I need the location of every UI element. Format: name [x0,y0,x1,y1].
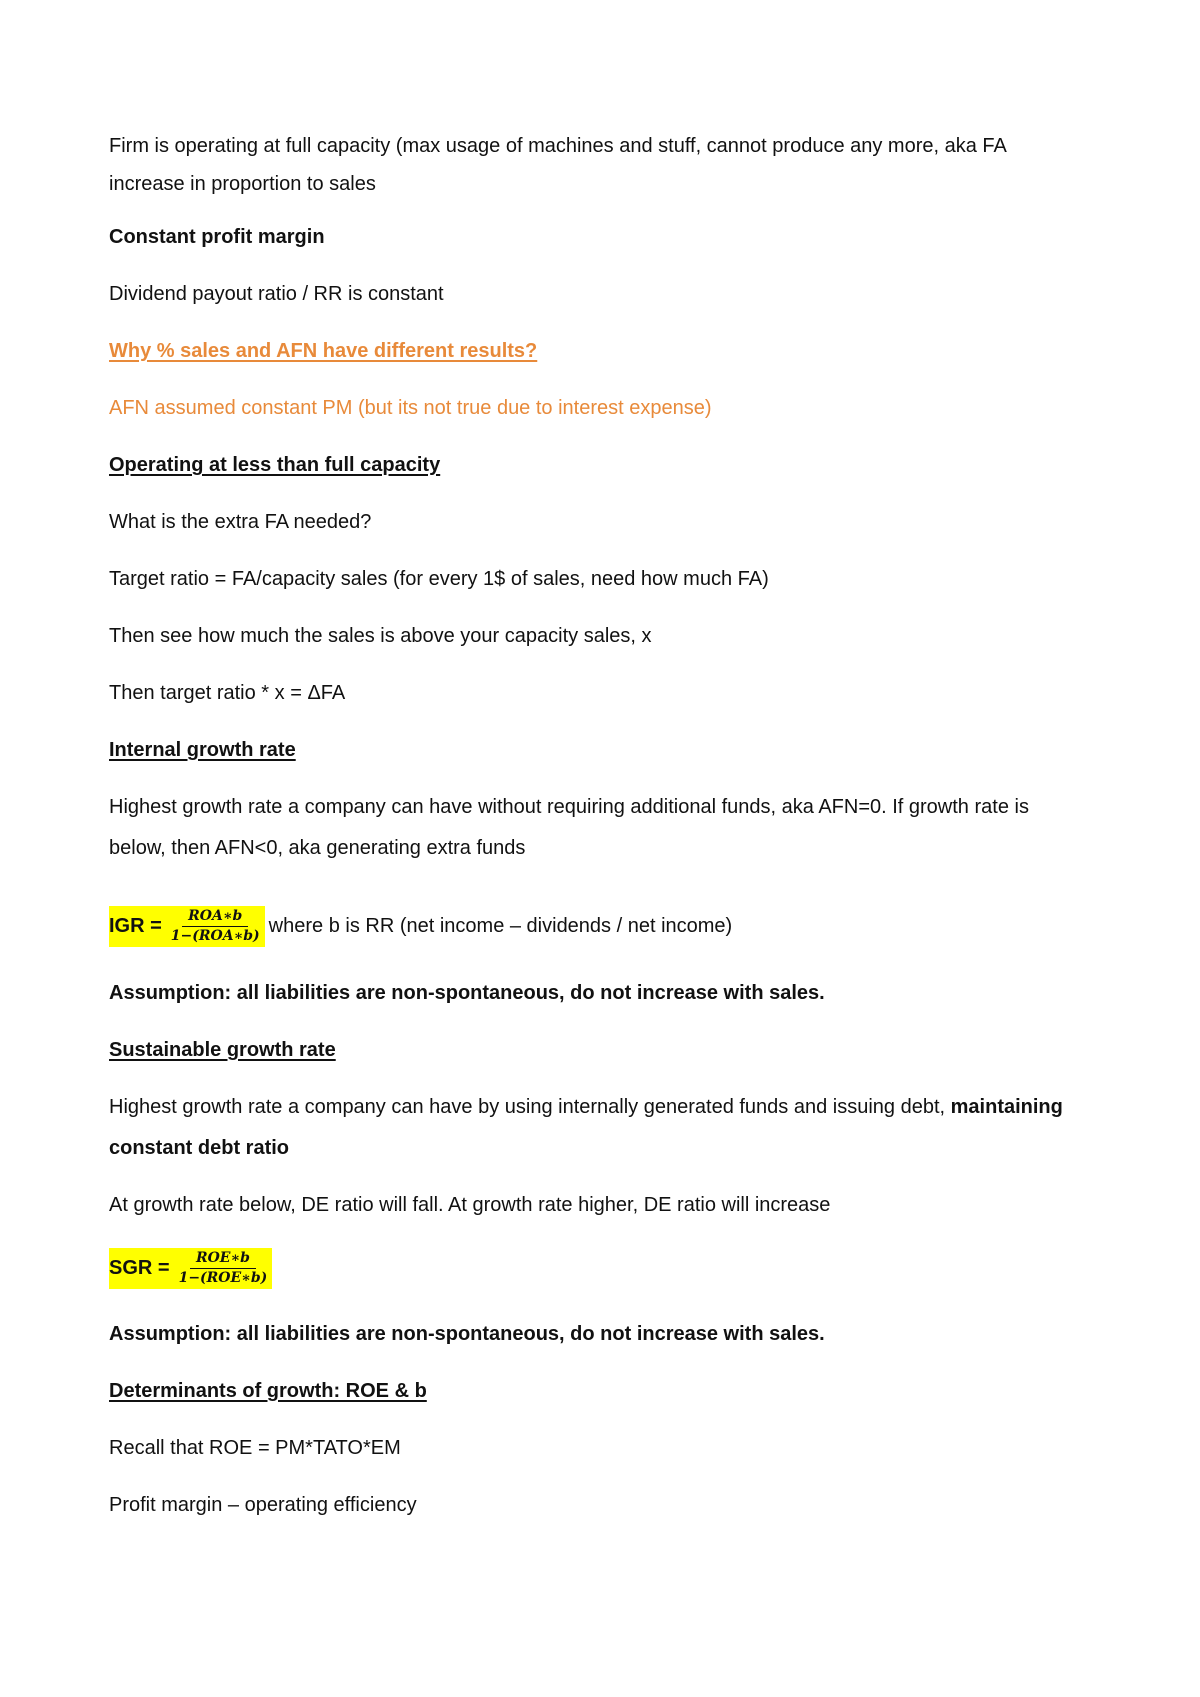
roe-recall-line: Recall that ROE = PM*TATO*EM [109,1437,401,1459]
igr-definition-line-1: Highest growth rate a company can have without requiring additional funds, aka AFN=0. If growth rate is [109,796,1029,818]
sgr-assumption-line: Assumption: all liabilities are non-spontaneous, do not increase with sales. [109,1323,825,1345]
dividend-payout-line: Dividend payout ratio / RR is constant [109,283,444,305]
sgr-formula [109,1248,272,1289]
sustainable-growth-rate-heading: Sustainable growth rate [109,1039,336,1061]
igr-formula-note: where b is RR (net income – dividends / net income) [268,915,733,937]
why-different-results-heading: Why % sales and AFN have different results? [109,340,538,362]
sgr-formula-highlight [109,1248,272,1289]
igr-formula [109,906,732,947]
capacity-assumption-line-2: increase in proportion to sales [109,173,376,195]
sgr-numerator: ROE∗b [190,1250,256,1269]
igr-assumption-line: Assumption: all liabilities are non-spontaneous, do not increase with sales. [109,982,825,1004]
constant-profit-margin-heading: Constant profit margin [109,226,325,248]
sgr-fraction [176,1250,271,1287]
sgr-definition-emphasis: maintaining [950,1096,1063,1118]
extra-fa-question: What is the extra FA needed? [109,511,372,533]
less-than-full-capacity-heading: Operating at less than full capacity [109,454,441,476]
sgr-definition-text: Highest growth rate a company can have by using internally generated funds and issuing debt, [109,1096,951,1118]
sgr-definition-line-1 [109,1095,1063,1119]
sgr-formula-lhs: SGR = [109,1257,170,1279]
igr-denominator: 1−(ROA∗b) [170,928,260,944]
sgr-denominator: 1−(ROE∗b) [178,1270,268,1286]
internal-growth-rate-heading: Internal growth rate [109,739,296,761]
igr-numerator: ROA∗b [182,908,248,927]
igr-fraction [168,908,263,945]
capacity-assumption-line-1: Firm is operating at full capacity (max usage of machines and stuff, cannot produce any more, aka FA [109,135,1007,157]
delta-fa-line: Then target ratio * x = ΔFA [109,682,346,704]
determinants-of-growth-heading: Determinants of growth: ROE & b [109,1380,427,1402]
afn-assumption-line: AFN assumed constant PM (but its not true due to interest expense) [109,397,712,419]
target-ratio-line: Target ratio = FA/capacity sales (for every 1$ of sales, need how much FA) [109,568,769,590]
de-ratio-line: At growth rate below, DE ratio will fall. At growth rate higher, DE ratio will increase [109,1194,831,1216]
profit-margin-line: Profit margin – operating efficiency [109,1494,417,1516]
igr-definition-line-2: below, then AFN<0, aka generating extra funds [109,837,526,859]
sgr-definition-line-2: constant debt ratio [109,1137,290,1159]
igr-formula-lhs: IGR = [109,915,162,937]
sales-above-capacity-line: Then see how much the sales is above your capacity sales, x [109,625,652,647]
igr-formula-highlight [109,906,265,947]
